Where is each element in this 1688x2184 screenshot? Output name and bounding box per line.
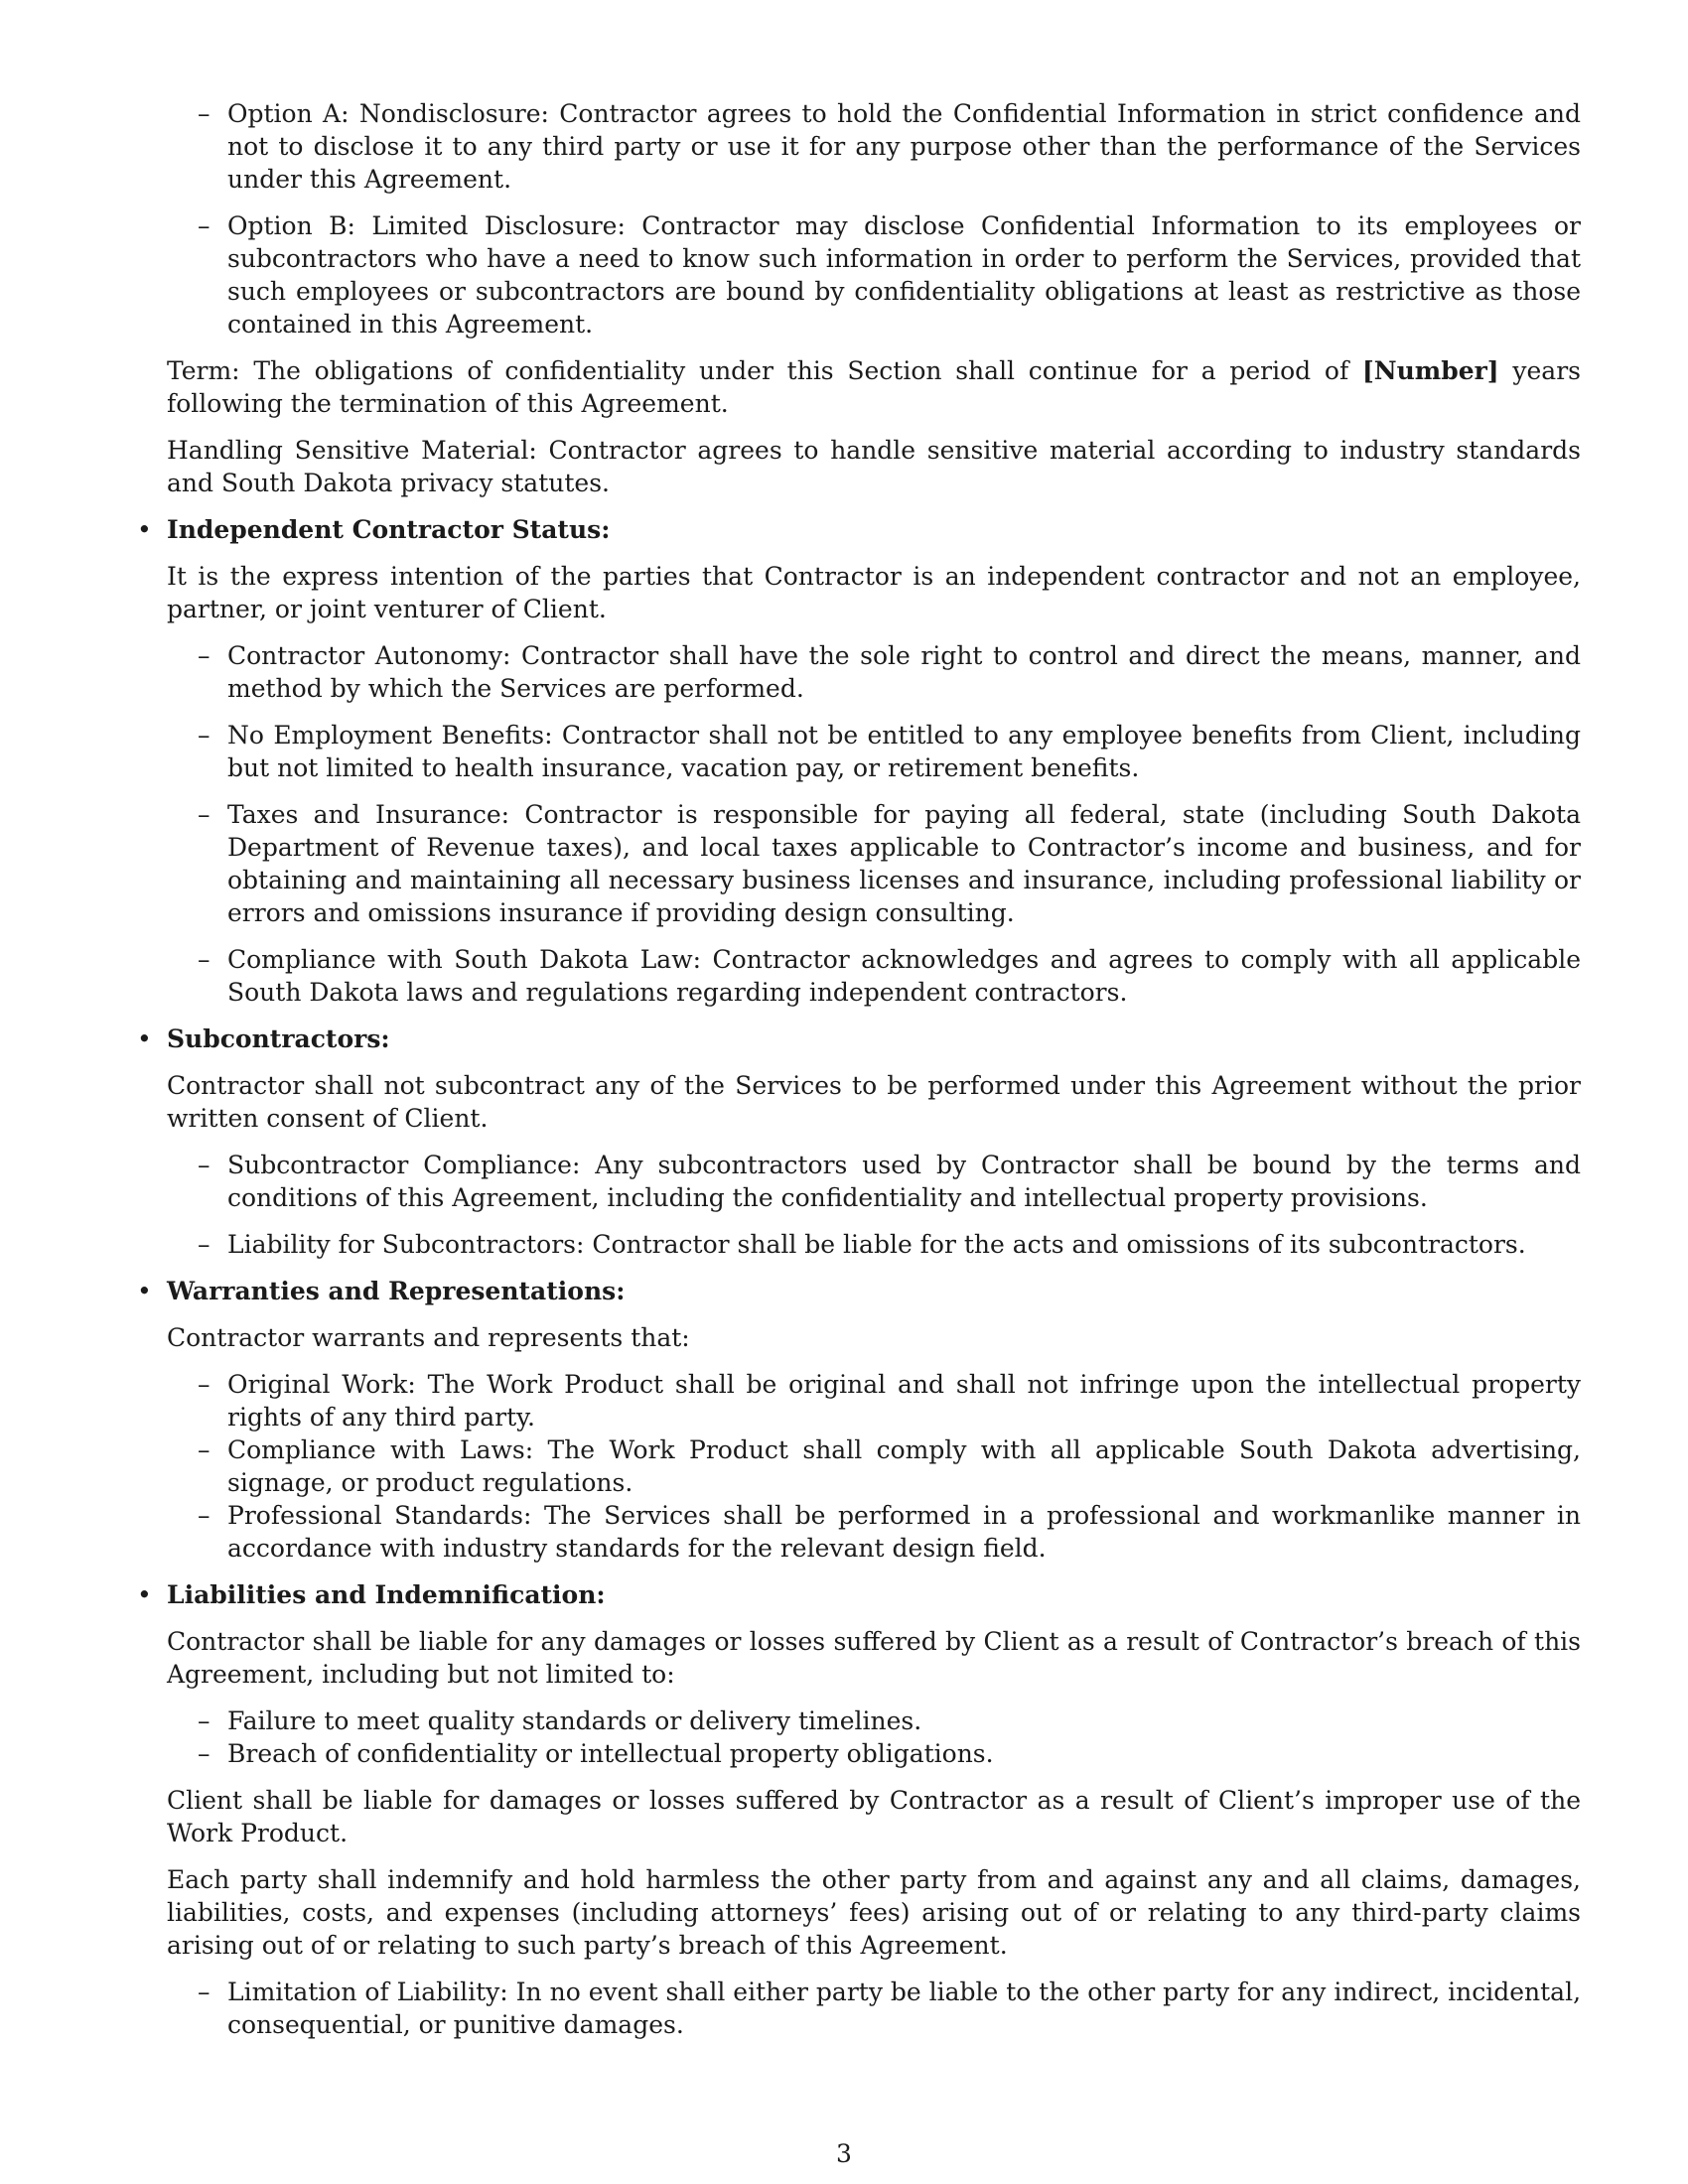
document-body xyxy=(137,97,1582,2055)
dash-marker: – xyxy=(198,1501,211,1530)
list-item xyxy=(198,209,1581,341)
option-a-text: Option A: Nondisclosure: Contractor agrees to hold the Confidential Information in strict confidence and not to disclose it to any third party or use it for any purpose other than the performance of the Services under this Agreement. xyxy=(227,99,1581,194)
item-text: Compliance with South Dakota Law: Contractor acknowledges and agrees to comply with all applicable South Dakota laws and regulations regarding independent contractors. xyxy=(227,945,1581,1007)
item-text: Breach of confidentiality or intellectual property obligations. xyxy=(227,1739,994,1768)
section-heading-warranties xyxy=(137,1275,1581,1307)
liabilities-items xyxy=(167,1705,1581,1770)
warranties-items xyxy=(167,1368,1581,1565)
list-item xyxy=(198,1705,1581,1737)
term-placeholder: [Number] xyxy=(1361,356,1499,385)
subcontractors-items xyxy=(167,1149,1581,1261)
term-paragraph xyxy=(167,354,1581,420)
independent-intro: It is the express intention of the parties that Contractor is an independent contractor and not an employee, partner, or joint venturer of Client. xyxy=(167,562,1581,623)
section-heading-independent xyxy=(137,513,1581,546)
subcontractors-intro: Contractor shall not subcontract any of the Services to be performed under this Agreement without the prior written consent of Client. xyxy=(167,1071,1581,1133)
list-item xyxy=(198,798,1581,929)
indemnification-paragraph: Each party shall indemnify and hold harmless the other party from and against any and all claims, damages, liabilities, costs, and expenses (including attorneys’ fees) arising out of or relating to any third-party claims arising out of or relating to such party’s breach of this Agreement. xyxy=(167,1865,1581,1960)
dash-marker: – xyxy=(198,721,211,750)
dash-marker: – xyxy=(198,1978,211,2006)
dash-marker: – xyxy=(198,1435,211,1464)
list-item xyxy=(198,719,1581,784)
list-item xyxy=(198,1228,1581,1261)
bullet-marker: • xyxy=(137,1024,152,1053)
item-text: Liability for Subcontractors: Contractor shall be liable for the acts and omissions of its subcontractors. xyxy=(227,1230,1526,1259)
term-suffix: years following the termination of this Agreement. xyxy=(167,356,1581,418)
list-item xyxy=(198,1433,1581,1499)
limitation-items xyxy=(167,1976,1581,2041)
dash-marker: – xyxy=(198,1151,211,1179)
list-item xyxy=(198,1737,1581,1770)
list-item xyxy=(198,1976,1582,2041)
dash-marker: – xyxy=(198,211,211,240)
bullet-marker: • xyxy=(137,1277,152,1305)
heading-text: Independent Contractor Status: xyxy=(167,515,611,544)
section-heading-subcontractors xyxy=(137,1023,1581,1055)
confidentiality-options xyxy=(167,97,1581,341)
dash-marker: – xyxy=(198,1230,211,1259)
warranties-intro: Contractor warrants and represents that: xyxy=(167,1323,690,1352)
item-text: Professional Standards: The Services shall be performed in a professional and workmanlike manner in accordance with industry standards for the relevant design field. xyxy=(227,1501,1581,1563)
list-item xyxy=(198,1499,1581,1565)
option-b-text: Option B: Limited Disclosure: Contractor may disclose Confidential Information to its employees or subcontractors who have a need to know such information in order to perform the Services, provided that such employees or subcontractors are bound by confidentiality obligations at least as restrictive as those contained in this Agreement. xyxy=(227,211,1581,339)
list-item xyxy=(198,639,1581,705)
section-heading-liabilities xyxy=(137,1578,1581,1611)
item-text: Original Work: The Work Product shall be original and shall not infringe upon the intellectual property rights of any third party. xyxy=(227,1370,1581,1432)
client-liability-paragraph: Client shall be liable for damages or losses suffered by Contractor as a result of Client’s improper use of the Work Product. xyxy=(167,1786,1581,1847)
list-item xyxy=(198,943,1581,1009)
dash-marker: – xyxy=(198,99,211,128)
bullet-marker: • xyxy=(137,1580,152,1609)
liabilities-intro: Contractor shall be liable for any damages or losses suffered by Client as a result of Contractor’s breach of this Agreement, including but not limited to: xyxy=(167,1627,1581,1689)
independent-items xyxy=(167,639,1581,1009)
item-text: Subcontractor Compliance: Any subcontractors used by Contractor shall be bound by the terms and conditions of this Agreement, including the confidentiality and intellectual property provisions. xyxy=(227,1151,1581,1212)
item-text: Failure to meet quality standards or delivery timelines. xyxy=(227,1706,922,1735)
handling-paragraph: Handling Sensitive Material: Contractor agrees to handle sensitive material according to industry standards and South Dakota privacy statutes. xyxy=(167,436,1581,497)
item-text: Limitation of Liability: In no event shall either party be liable to the other party for any indirect, incidental, consequential, or punitive damages. xyxy=(227,1978,1582,2039)
item-text: Compliance with Laws: The Work Product shall comply with all applicable South Dakota advertising, signage, or product regulations. xyxy=(227,1435,1581,1497)
item-text: Contractor Autonomy: Contractor shall have the sole right to control and direct the means, manner, and method by which the Services are performed. xyxy=(227,641,1581,703)
dash-marker: – xyxy=(198,800,211,829)
heading-text: Warranties and Representations: xyxy=(167,1277,626,1305)
term-prefix: Term: The obligations of confidentiality under this Section shall continue for a period of xyxy=(167,356,1362,385)
item-text: Taxes and Insurance: Contractor is responsible for paying all federal, state (including South Dakota Department of Revenue taxes), and local taxes applicable to Contractor’s income and business, and for obtaining and maintaining all necessary business licenses and insurance, including professional liability or errors and omissions insurance if providing design consulting. xyxy=(227,800,1581,927)
dash-marker: – xyxy=(198,945,211,974)
heading-text: Liabilities and Indemnification: xyxy=(167,1580,606,1609)
bullet-marker: • xyxy=(137,515,152,544)
dash-marker: – xyxy=(198,1739,211,1768)
item-text: No Employment Benefits: Contractor shall not be entitled to any employee benefits from Client, including but not limited to health insurance, vacation pay, or retirement benefits. xyxy=(227,721,1581,782)
list-item xyxy=(198,1149,1581,1214)
page-number: 3 xyxy=(836,2139,852,2168)
dash-marker: – xyxy=(198,641,211,670)
dash-marker: – xyxy=(198,1370,211,1399)
list-item xyxy=(198,1368,1581,1433)
dash-marker: – xyxy=(198,1706,211,1735)
heading-text: Subcontractors: xyxy=(167,1024,390,1053)
list-item xyxy=(198,97,1581,196)
